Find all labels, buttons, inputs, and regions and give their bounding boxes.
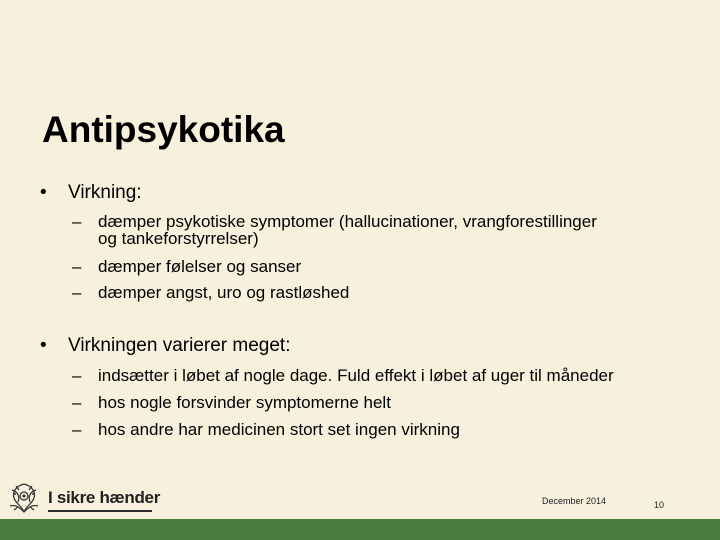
sub-bullet-item <box>40 394 700 411</box>
bullet-marker: • <box>40 182 47 203</box>
dash-marker: – <box>72 393 82 412</box>
bullet-heading: Virkning: <box>68 182 142 203</box>
footer-date: December 2014 <box>542 496 607 506</box>
logo-wordmark: I sikre hænder <box>48 488 161 507</box>
bullet-list <box>40 182 700 438</box>
sub-bullet-line: hos andre har medicinen stort set ingen virkning <box>98 420 460 439</box>
bullet-marker: • <box>40 335 47 356</box>
sub-bullet-line: dæmper angst, uro og rastløshed <box>98 283 350 302</box>
bullet-heading: Virkningen varierer meget: <box>68 335 291 356</box>
leaf-ornament-icon <box>6 480 42 516</box>
page-number: 10 <box>654 500 665 510</box>
sub-bullet-item <box>40 284 700 301</box>
sub-bullet-line: dæmper følelser og sanser <box>98 257 302 276</box>
footer-bar <box>0 519 720 540</box>
sub-bullet-item <box>40 213 700 247</box>
sub-bullet-item <box>40 258 700 275</box>
logo-underline <box>48 510 152 512</box>
sub-bullet-line: dæmper psykotiske symptomer (hallucinationer, vrangforestillinger <box>98 212 597 231</box>
dash-marker: – <box>72 420 82 439</box>
dash-marker: – <box>72 366 82 385</box>
bullet-item-virkningen-varierer <box>40 335 700 357</box>
sub-bullet-item <box>40 367 700 384</box>
dash-marker: – <box>72 212 82 231</box>
dash-marker: – <box>72 257 82 276</box>
slide-title: Antipsykotika <box>42 109 285 150</box>
dash-marker: – <box>72 283 82 302</box>
bullet-item-virkning <box>40 182 700 204</box>
sub-bullet-line: indsætter i løbet af nogle dage. Fuld effekt i løbet af uger til måneder <box>98 366 614 385</box>
sub-bullet-item <box>40 421 700 438</box>
sub-bullet-line: hos nogle forsvinder symptomerne helt <box>98 393 391 412</box>
footer-logo <box>6 480 161 520</box>
sub-bullet-line-continued: og tankeforstyrrelser) <box>98 229 259 248</box>
